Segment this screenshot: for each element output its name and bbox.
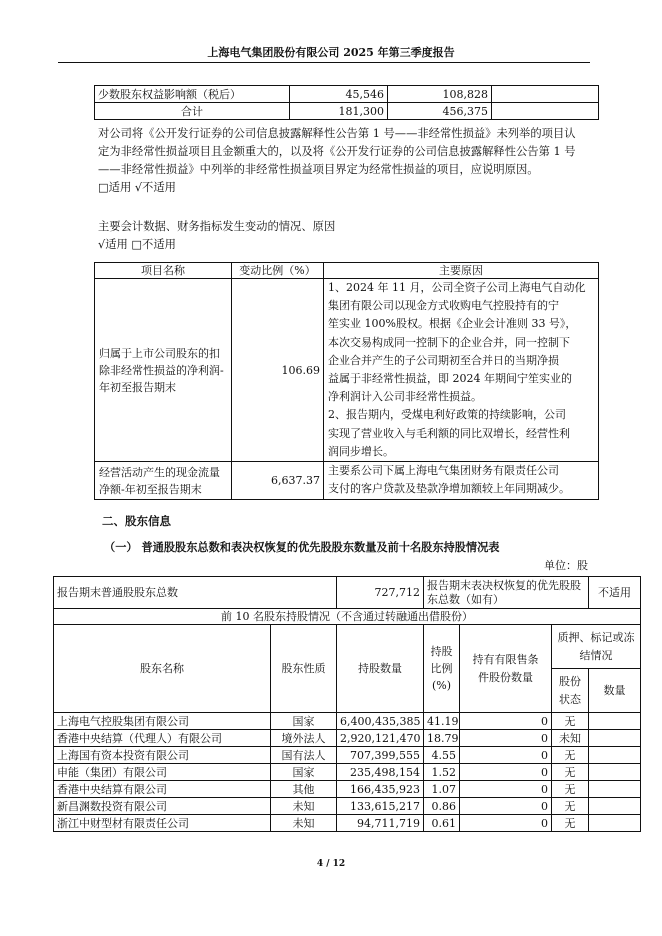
value-cell: 108,828 bbox=[388, 86, 492, 103]
reason-line: 主要系公司下属上海电气集团财务有限责任公司 bbox=[328, 464, 559, 478]
table-row bbox=[54, 713, 641, 730]
holder-nature: 国有法人 bbox=[271, 747, 337, 764]
column-header: 数量 bbox=[589, 669, 641, 713]
reason-cell bbox=[324, 279, 599, 462]
applicability-options: √适用 □不适用 bbox=[98, 238, 176, 251]
holder-restricted: 0 bbox=[460, 713, 552, 730]
explanation-paragraph bbox=[98, 125, 598, 197]
totals-row bbox=[54, 577, 641, 609]
reason-cell bbox=[324, 462, 599, 500]
table-row bbox=[54, 815, 641, 832]
column-header: 质押、标记或冻结情况 bbox=[552, 625, 641, 669]
column-header: 变动比例（%） bbox=[232, 263, 324, 279]
table-row bbox=[95, 103, 599, 120]
ratio-cell: 6,637.37 bbox=[232, 462, 324, 500]
reason-line: 企业合并产生的子公司期初至合并日的当期净损 bbox=[328, 353, 559, 367]
holder-ratio: 0.86 bbox=[424, 798, 460, 815]
column-header: 持有有限售条件股份数量 bbox=[460, 625, 552, 713]
holder-name: 浙江中财型材有限责任公司 bbox=[54, 815, 271, 832]
holder-status: 无 bbox=[552, 815, 589, 832]
table-row bbox=[54, 730, 641, 747]
section-title: 二、股东信息 bbox=[102, 514, 171, 528]
paragraph-line: ——非经常性损益》中列举的非经常性损益项目界定为经常性损益的项目，应说明原因。 bbox=[98, 163, 539, 176]
holder-count bbox=[589, 713, 641, 730]
table-row bbox=[54, 781, 641, 798]
page-header: 上海电气集团股份有限公司 2025 年第三季度报告 bbox=[207, 46, 455, 59]
holder-ratio: 18.79 bbox=[424, 730, 460, 747]
holder-name: 申能（集团）有限公司 bbox=[54, 764, 271, 781]
holder-ratio: 1.07 bbox=[424, 781, 460, 798]
holder-count bbox=[589, 781, 641, 798]
holder-ratio: 1.52 bbox=[424, 764, 460, 781]
holder-count bbox=[589, 730, 641, 747]
holder-shares: 2,920,121,470 bbox=[337, 730, 424, 747]
reason-line: 2、报告期内，受煤电利好政策的持续影响，公司 bbox=[328, 408, 566, 422]
holder-count bbox=[589, 747, 641, 764]
table-header-row bbox=[54, 625, 641, 669]
value-cell: 45,546 bbox=[290, 86, 388, 103]
holder-ratio: 41.19 bbox=[424, 713, 460, 730]
holder-restricted: 0 bbox=[460, 747, 552, 764]
holder-restricted: 0 bbox=[460, 730, 552, 747]
holder-nature: 国家 bbox=[271, 764, 337, 781]
column-header: 股东名称 bbox=[54, 625, 271, 713]
preferred-holders-label: 报告期末表决权恢复的优先股股东总数（如有） bbox=[424, 577, 589, 609]
table-header-row bbox=[95, 263, 599, 279]
holder-restricted: 0 bbox=[460, 764, 552, 781]
holder-status: 无 bbox=[552, 764, 589, 781]
holder-shares: 6,400,435,385 bbox=[337, 713, 424, 730]
holder-ratio: 0.61 bbox=[424, 815, 460, 832]
item-cell: 合计 bbox=[95, 103, 290, 120]
total-holders-value: 727,712 bbox=[337, 577, 424, 609]
holder-restricted: 0 bbox=[460, 781, 552, 798]
header-rule bbox=[58, 62, 590, 63]
reason-line: 润同步增长。 bbox=[328, 444, 394, 458]
holder-status: 无 bbox=[552, 747, 589, 764]
column-header: 持股比例(%) bbox=[424, 625, 460, 713]
holder-nature: 其他 bbox=[271, 781, 337, 798]
holder-name: 上海国有资本投资有限公司 bbox=[54, 747, 271, 764]
holder-restricted: 0 bbox=[460, 798, 552, 815]
top10-title: 前 10 名股东持股情况（不含通过转融通出借股份） bbox=[54, 609, 641, 625]
item-name-cell: 归属于上市公司股东的扣除非经常性损益的净利润-年初至报告期末 bbox=[95, 279, 232, 462]
paragraph-line: 对公司将《公开发行证券的公司信息披露解释性公告第 1 号——非经常性损益》未列举的项目认 bbox=[98, 127, 576, 140]
holder-nature: 境外法人 bbox=[271, 730, 337, 747]
reason-line: 实现了营业收入与毛利额的同比双增长，经营性利 bbox=[328, 426, 570, 440]
table-row bbox=[54, 798, 641, 815]
reason-line: 本次交易构成同一控制下的企业合并，同一控制下 bbox=[328, 335, 570, 349]
unit-label: 单位：股 bbox=[544, 559, 588, 572]
top10-title-row bbox=[54, 609, 641, 625]
holder-shares: 707,399,555 bbox=[337, 747, 424, 764]
change-intro bbox=[98, 218, 598, 254]
shareholders-table bbox=[53, 576, 641, 832]
column-header: 项目名称 bbox=[95, 263, 232, 279]
holder-status: 无 bbox=[552, 713, 589, 730]
paragraph-line: 主要会计数据、财务指标发生变动的情况、原因 bbox=[98, 220, 336, 233]
table-row bbox=[95, 279, 599, 462]
subsection-title: （一） 普通股股东总数和表决权恢复的优先股股东数量及前十名股东持股情况表 bbox=[104, 540, 500, 554]
nonrecurring-table bbox=[94, 85, 599, 120]
paragraph-line: 定为非经常性损益项目且金额重大的，以及将《公开发行证券的公司信息披露解释性公告第 1 号 bbox=[98, 145, 576, 158]
total-holders-label: 报告期末普通股股东总数 bbox=[54, 577, 337, 609]
holder-nature: 国家 bbox=[271, 713, 337, 730]
preferred-holders-value: 不适用 bbox=[589, 577, 641, 609]
table-row bbox=[54, 764, 641, 781]
holder-status: 无 bbox=[552, 798, 589, 815]
column-header: 主要原因 bbox=[324, 263, 599, 279]
item-cell: 少数股东权益影响额（税后） bbox=[95, 86, 290, 103]
change-table bbox=[94, 262, 599, 500]
value-cell: 456,375 bbox=[388, 103, 492, 120]
table-row bbox=[95, 86, 599, 103]
holder-ratio: 4.55 bbox=[424, 747, 460, 764]
item-name-cell: 经营活动产生的现金流量净额-年初至报告期末 bbox=[95, 462, 232, 500]
table-row bbox=[54, 747, 641, 764]
column-header: 股份状态 bbox=[552, 669, 589, 713]
reason-line: 支付的客户贷款及垫款净增加额较上年同期减少。 bbox=[328, 482, 570, 496]
holder-count bbox=[589, 764, 641, 781]
holder-nature: 未知 bbox=[271, 798, 337, 815]
holder-status: 未知 bbox=[552, 730, 589, 747]
holder-shares: 235,498,154 bbox=[337, 764, 424, 781]
note-cell bbox=[492, 86, 599, 103]
table-row bbox=[95, 462, 599, 500]
column-header: 股东性质 bbox=[271, 625, 337, 713]
holder-count bbox=[589, 815, 641, 832]
ratio-cell: 106.69 bbox=[232, 279, 324, 462]
reason-line: 笙实业 100%股权。根据《企业会计准则 33 号》， bbox=[328, 317, 577, 331]
applicability-options: □适用 √不适用 bbox=[98, 181, 176, 194]
holder-name: 新昌渊数投资有限公司 bbox=[54, 798, 271, 815]
reason-line: 益属于非经常性损益，即 2024 年期间宁笙实业的 bbox=[328, 372, 572, 386]
holder-name: 香港中央结算（代理人）有限公司 bbox=[54, 730, 271, 747]
column-header: 持股数量 bbox=[337, 625, 424, 713]
reason-line: 集团有限公司以现金方式收购电气控股持有的宁 bbox=[328, 299, 559, 313]
holder-status: 无 bbox=[552, 781, 589, 798]
holder-count bbox=[589, 798, 641, 815]
note-cell bbox=[492, 103, 599, 120]
holder-name: 香港中央结算有限公司 bbox=[54, 781, 271, 798]
page-number: 4 / 12 bbox=[316, 859, 346, 869]
reason-line: 净利润计入公司非经常性损益。 bbox=[328, 390, 482, 404]
holder-nature: 未知 bbox=[271, 815, 337, 832]
holder-shares: 133,615,217 bbox=[337, 798, 424, 815]
holder-shares: 94,711,719 bbox=[337, 815, 424, 832]
holder-name: 上海电气控股集团有限公司 bbox=[54, 713, 271, 730]
value-cell: 181,300 bbox=[290, 103, 388, 120]
reason-line: 1、2024 年 11 月，公司全资子公司上海电气自动化 bbox=[328, 281, 586, 294]
holder-shares: 166,435,923 bbox=[337, 781, 424, 798]
holder-restricted: 0 bbox=[460, 815, 552, 832]
